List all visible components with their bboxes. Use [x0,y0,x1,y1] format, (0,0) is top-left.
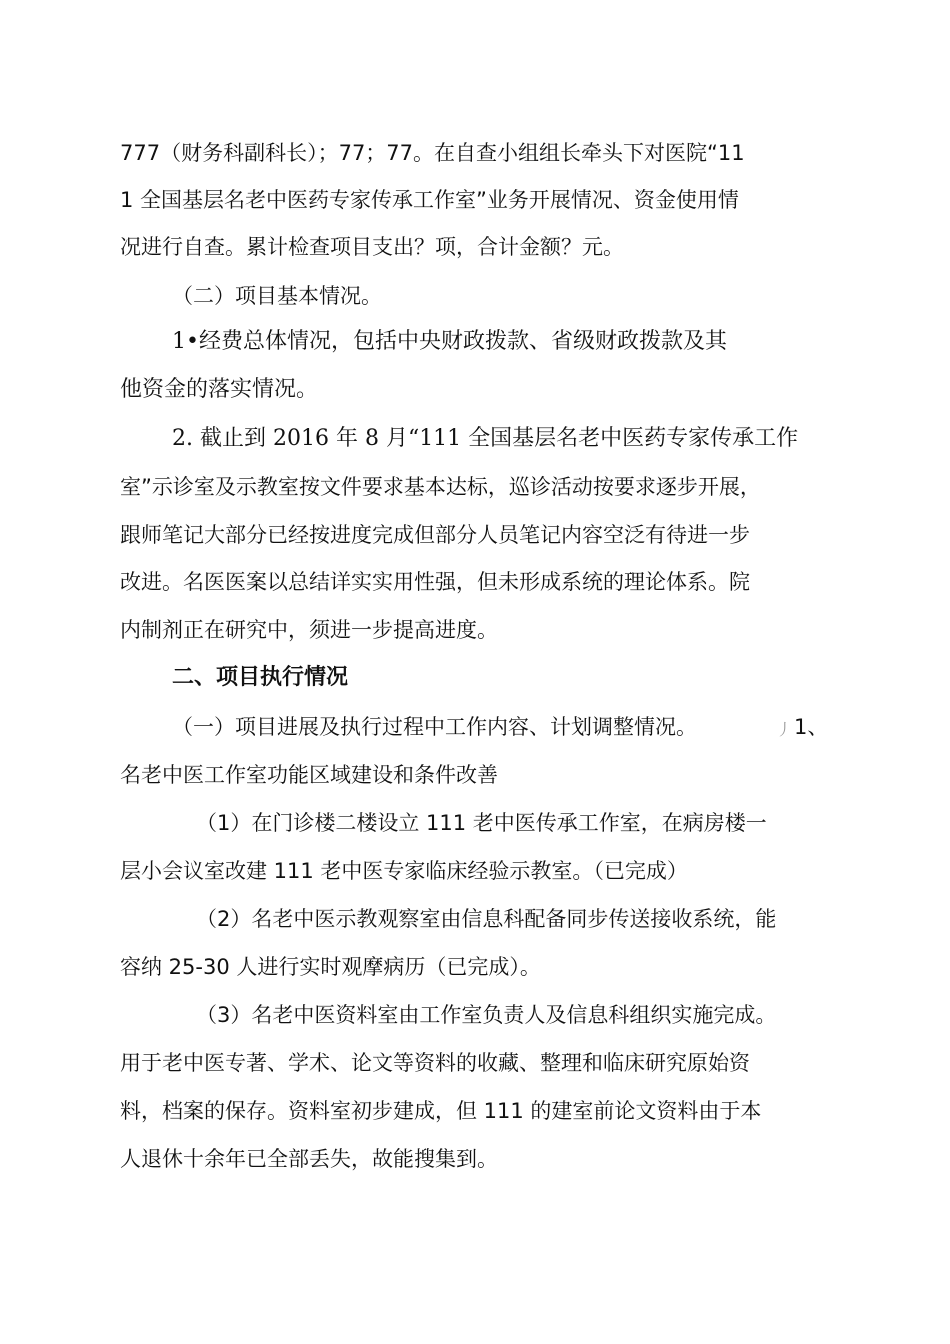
paragraph-line-1: 777（财务科副科长）；77；77。在自查小组组长牵头下对医院“11 [120,141,745,165]
subsection-heading-progress: （一）项目进展及执行过程中工作内容、计划调整情况。 [172,715,697,739]
list-item-1-line-1: （1）在门诊楼二楼设立 111 老中医传承工作室，在病房楼一 [196,811,767,835]
paragraph-line-progress-4: 改进。名医医案以总结详实实用性强，但未形成系统的理论体系。院 [120,570,750,594]
item-title-1: 名老中医工作室功能区域建设和条件改善 [120,763,498,787]
list-item-1-line-2: 层小会议室改建 111 老中医专家临床经验示教室。（已完成） [120,859,688,883]
paragraph-line-3: 况进行自查。累计检查项目支出？项，合计金额？元。 [120,235,624,259]
paragraph-line-progress-2: 室”示诊室及示教室按文件要求基本达标，巡诊活动按要求逐步开展， [120,475,761,499]
list-item-2-line-2: 容纳 25-30 人进行实时观摩病历（已完成）。 [120,955,541,979]
list-item-2-line-1: （2）名老中医示教观察室由信息科配备同步传送接收系统，能 [196,907,777,931]
item-number-1: 1、 [794,715,829,739]
list-item-3-line-2: 用于老中医专著、学术、论文等资料的收藏、整理和临床研究原始资 [120,1051,750,1075]
section-heading-execution: 二、项目执行情况 [172,665,349,690]
paragraph-line-progress-5: 内制剂正在研究中，须进一步提高进度。 [120,618,498,642]
paragraph-line-2: 1 全国基层名老中医药专家传承工作室”业务开展情况、资金使用情 [120,188,739,212]
list-item-3-line-1: （3）名老中医资料室由工作室负责人及信息科组织实施完成。 [196,1003,777,1027]
list-item-3-line-4: 人退休十余年已全部丢失，故能搜集到。 [120,1147,498,1171]
paragraph-line-progress-1: 2. 截止到 2016 年 8 月“111 全国基层名老中医药专家传承工作 [172,426,799,451]
paragraph-line-funding-1: 1•经费总体情况，包括中央财政拨款、省级财政拨款及其 [172,329,727,354]
section-heading-basic-info: （二）项目基本情况。 [172,284,382,308]
scan-mark: 丿 [776,720,793,739]
paragraph-line-progress-3: 跟师笔记大部分已经按进度完成但部分人员笔记内容空泛有待进一步 [120,523,750,547]
list-item-3-line-3: 料，档案的保存。资料室初步建成，但 111 的建室前论文资料由于本 [120,1099,762,1123]
paragraph-line-funding-2: 他资金的落实情况。 [120,377,319,402]
